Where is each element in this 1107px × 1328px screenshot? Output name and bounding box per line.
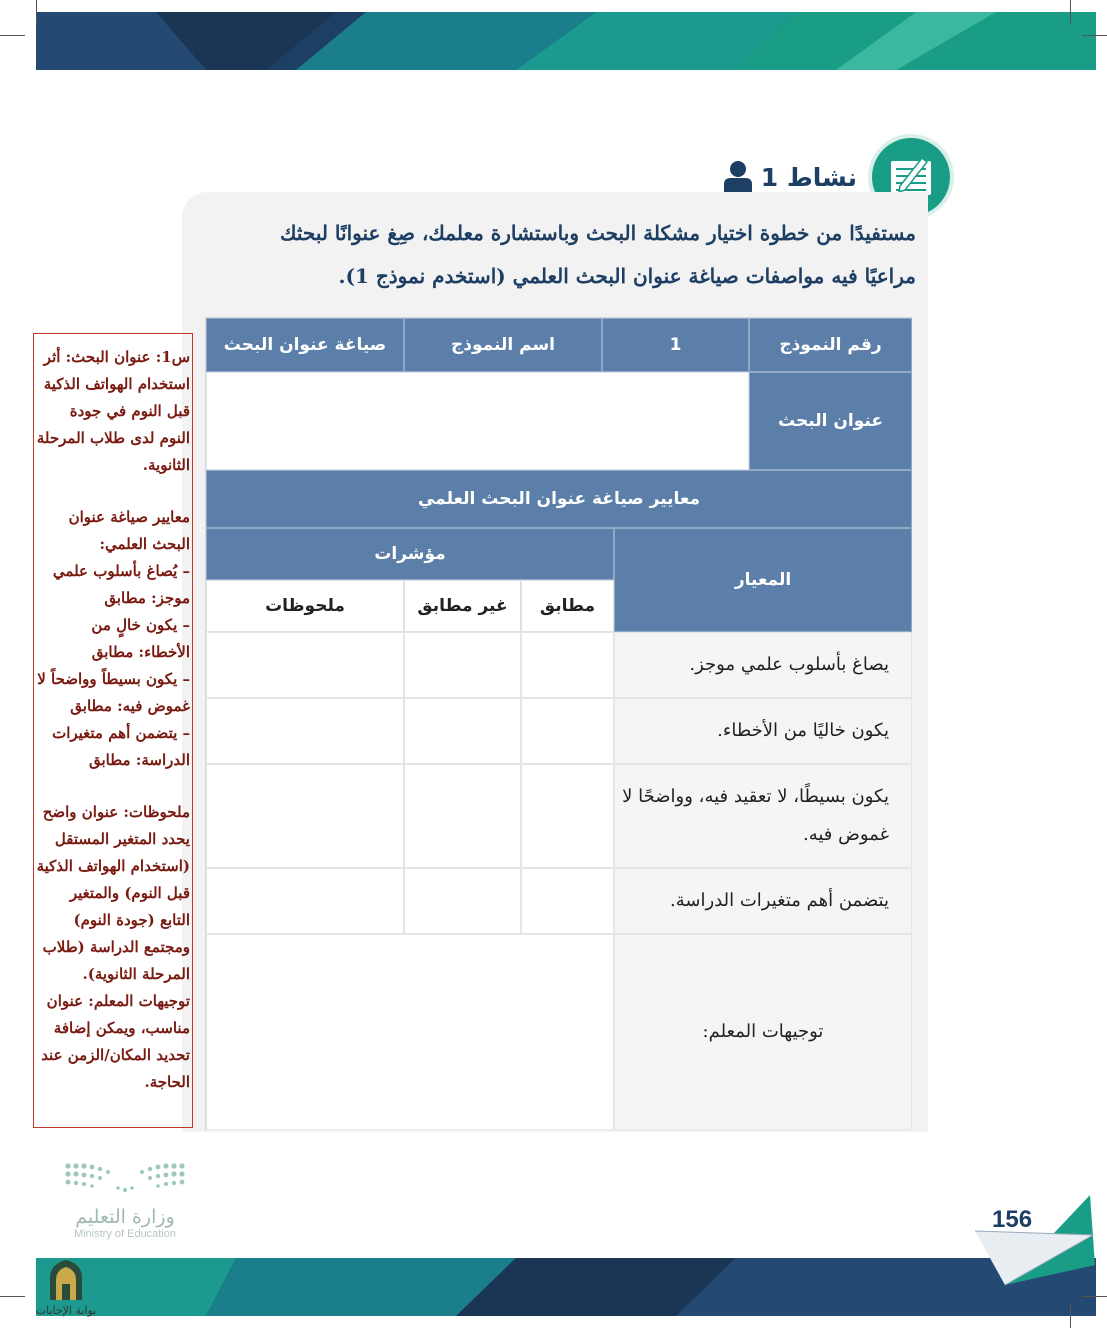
answer-teacher: توجيهات المعلم: عنوان مناسب، ويمكن إضافة تحديد المكان/الزمن عند الحاجة. <box>41 992 190 1091</box>
activity-instructions <box>200 212 916 298</box>
teacher-guidance-field[interactable] <box>206 934 614 1130</box>
research-title-label: عنوان البحث <box>749 372 912 470</box>
match-cell[interactable] <box>521 868 614 934</box>
match-cell[interactable] <box>521 764 614 868</box>
answer-criterion-3: – يكون بسيطاً وواضحاً لا غموض فيه: مطابق <box>37 670 190 715</box>
mosque-icon <box>46 1258 86 1300</box>
model-number-label: رقم النموذج <box>749 318 912 372</box>
answer-criteria-heading: معايير صياغة عنوان البحث العلمي: <box>68 508 190 553</box>
ministry-name-en: Ministry of Education <box>73 1228 177 1240</box>
notes-cell[interactable] <box>206 698 404 764</box>
ministry-logo <box>55 1160 195 1255</box>
activity-title-text: نشاط 1 <box>760 162 857 192</box>
criterion-row-4: يتضمن أهم متغيرات الدراسة. <box>614 868 912 934</box>
model-table <box>205 317 912 1130</box>
crop-mark <box>36 0 37 25</box>
research-title-field[interactable] <box>206 372 749 470</box>
nonmatch-cell[interactable] <box>404 632 521 698</box>
crop-mark <box>1082 35 1107 36</box>
model-name-value: صياغة عنوان البحث <box>206 318 404 372</box>
watermark-logo <box>30 1258 102 1320</box>
crop-mark <box>1070 1303 1071 1328</box>
criterion-row-2: يكون خاليًا من الأخطاء. <box>614 698 912 764</box>
watermark-text: بوابة الإجابات <box>35 1304 97 1317</box>
notes-cell[interactable] <box>206 868 404 934</box>
instruction-line-2: مراعيًا فيه مواصفات صياغة عنوان البحث العلمي (استخدم نموذج 1). <box>338 264 916 288</box>
nonmatch-header: غير مطابق <box>404 580 521 632</box>
crop-mark <box>1070 0 1071 25</box>
ministry-name-ar: وزارة التعليم <box>75 1206 175 1228</box>
match-cell[interactable] <box>521 632 614 698</box>
answer-box <box>33 333 193 1128</box>
model-number-value: 1 <box>602 318 749 372</box>
match-cell[interactable] <box>521 698 614 764</box>
criterion-header: المعيار <box>614 528 912 632</box>
answer-criterion-1: – يُصاغ بأسلوب علمي موجز: مطابق <box>52 562 190 607</box>
crop-mark <box>0 35 25 36</box>
answer-notes: ملحوظات: عنوان واضح يحدد المتغير المستقل (استخدام الهواتف الذكية قبل النوم) والمتغير التابع (جودة النوم) ومجتمع الدراسة (طلاب المرحلة الثانوية). <box>36 803 190 983</box>
criterion-row-3: يكون بسيطًا، لا تعقيد فيه، وواضحًا لا غموض فيه. <box>614 764 912 868</box>
teacher-guidance-label: توجيهات المعلم: <box>614 934 912 1130</box>
notes-cell[interactable] <box>206 632 404 698</box>
top-banner <box>36 12 1096 70</box>
answer-criterion-4: – يتضمن أهم متغيرات الدراسة: مطابق <box>52 724 190 769</box>
activity-title <box>723 160 857 194</box>
nonmatch-cell[interactable] <box>404 698 521 764</box>
instruction-line-1: مستفيدًا من خطوة اختيار مشكلة البحث وباستشارة معلمك، صِغ عنوانًا لبحثك <box>280 221 916 245</box>
notes-header: ملحوظات <box>206 580 404 632</box>
model-name-label: اسم النموذج <box>404 318 602 372</box>
indicators-header: مؤشرات <box>206 528 614 580</box>
crop-mark <box>1082 1296 1107 1297</box>
page-number: 156 <box>992 1206 1033 1233</box>
answer-q1: س1: عنوان البحث: أثر استخدام الهواتف الذكية قبل النوم في جودة النوم لدى طلاب المرحلة الثانوية. <box>36 348 190 474</box>
criterion-row-1: يصاغ بأسلوب علمي موجز. <box>614 632 912 698</box>
match-header: مطابق <box>521 580 614 632</box>
ministry-dots-icon <box>60 1160 190 1200</box>
criteria-title: معايير صياغة عنوان البحث العلمي <box>206 470 912 528</box>
notes-cell[interactable] <box>206 764 404 868</box>
person-icon <box>723 160 753 194</box>
nonmatch-cell[interactable] <box>404 868 521 934</box>
answer-criterion-2: – يكون خالٍ من الأخطاء: مطابق <box>91 616 190 661</box>
crop-mark <box>0 1296 25 1297</box>
nonmatch-cell[interactable] <box>404 764 521 868</box>
bottom-banner <box>36 1258 1096 1316</box>
